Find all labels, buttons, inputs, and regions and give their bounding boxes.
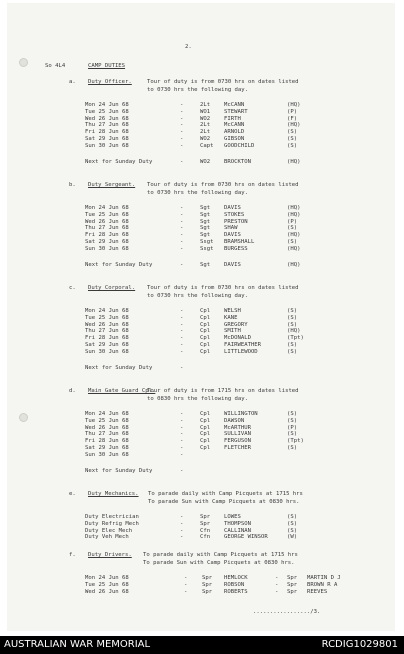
continuation-marker: ................./3. [253,609,321,615]
row-rank: Sgt [200,205,211,211]
footer-reference: RCDIG1029801 [321,639,398,650]
section-description: Tour of duty is from 0730 hrs on dates listed [147,79,299,85]
row-unit: (HQ) [287,232,301,239]
row-date: Sat 29 Jun 68 [85,136,129,142]
row-unit: (HQ) [287,102,301,108]
row-date: Tue 25 Jun 68 [85,211,129,218]
row-name: DAWSON [224,417,245,424]
row-name: FIRTH [224,115,241,122]
row-date: Sun 30 Jun 68 [85,245,129,252]
row-date: Duty Elec Mech [85,527,133,534]
row-rank: Spr [200,520,211,527]
row-date: Tue 25 Jun 68 [85,417,129,424]
row-name: MARTIN D J [307,575,341,581]
row-rank: 2Lt [200,122,211,129]
row-date: Duty Veh Mech [85,534,129,541]
row-unit: (S) [287,342,298,348]
row-dash: - [180,514,184,520]
row-unit: (S) [287,520,298,527]
row-name: SHAW [224,225,238,232]
row-unit: (S) [287,308,298,314]
section-letter: e. [69,491,76,497]
row-rank: Sgt [200,225,211,232]
row-dash: - [180,445,184,451]
row-dash: - [180,122,184,129]
row-rank: Cfn [200,534,211,541]
row-date: Fri 28 Jun 68 [85,129,129,136]
section-description: to 0730 hrs the following day. [147,87,249,93]
row-rank: Cpl [200,445,211,451]
next-sunday-label: Next for Sunday Duty [85,158,153,165]
section-description: to 0730 hrs the following day. [147,190,249,196]
row-name: HEMLOCK [224,575,248,581]
row-name: ROBSON [224,581,245,588]
row-name: REEVES [307,588,328,595]
section-letter: a. [69,79,76,85]
row-name: GREGORY [224,321,248,328]
row-dash: - [180,364,184,371]
row-name: STOKES [224,211,245,218]
row-unit: (Tpt) [287,438,304,445]
row-dash: - [180,142,184,149]
row-date: Sat 29 Jun 68 [85,239,129,245]
row-rank: Cpl [200,348,211,355]
row-rank: 2Lt [200,129,211,136]
row-rank: WO2 [200,158,211,165]
row-unit: (W) [287,534,298,541]
section-title: Duty Mechanics. [88,491,139,497]
row-date: Mon 24 Jun 68 [85,575,129,581]
row-date: Mon 24 Jun 68 [85,205,129,211]
row-unit: (F) [287,115,298,122]
document-page [7,3,395,631]
row-date: Fri 28 Jun 68 [85,438,129,445]
section-letter: b. [69,182,76,188]
section-description: Tour of duty is from 0730 hrs on dates listed [147,285,299,291]
row-dash: - [180,211,184,218]
row-name: PRESTON [224,218,248,225]
row-name: STEWART [224,108,248,115]
row-name: THOMPSON [224,520,251,527]
row-date: Fri 28 Jun 68 [85,232,129,239]
row-rank: Cpl [200,328,211,335]
row-dash: - [180,467,184,474]
row-unit: (HQ) [287,211,301,218]
row-rank: Spr [287,581,298,588]
row-dash: - [275,581,279,588]
row-rank: WO1 [200,108,211,115]
row-name: FAIRWEATHER [224,342,262,348]
row-name: BRAMSHALL [224,239,255,245]
row-date: Sat 29 Jun 68 [85,342,129,348]
row-rank: Spr [200,514,211,520]
row-rank: 2Lt [200,102,211,108]
row-dash: - [180,335,184,342]
row-dash: - [180,232,184,239]
row-unit: (S) [287,136,298,142]
row-rank: Cpl [200,431,211,438]
row-dash: - [180,438,184,445]
row-dash: - [180,225,184,232]
row-name: FERGUSON [224,438,251,445]
page-number: 2. [185,44,192,50]
row-unit: (S) [287,239,298,245]
row-name: McARTHUR [224,424,251,431]
row-rank: Cpl [200,342,211,348]
row-name: DAVIS [224,232,241,239]
row-date: Mon 24 Jun 68 [85,308,129,314]
next-sunday-label: Next for Sunday Duty [85,467,153,474]
row-name: BURGESS [224,245,248,252]
row-name: WELSH [224,308,241,314]
row-name: GEORGE WINSOR [224,534,268,541]
row-rank: Spr [287,588,298,595]
row-dash: - [180,314,184,321]
row-dash: - [180,108,184,115]
section-description: to 0730 hrs the following day. [147,293,249,299]
row-date: Wed 26 Jun 68 [85,588,129,595]
row-name: ARNOLD [224,129,245,136]
row-date: Wed 26 Jun 68 [85,424,129,431]
row-name: SMITH [224,328,241,335]
row-dash: - [275,575,279,581]
row-dash: - [180,348,184,355]
row-unit: (S) [287,445,298,451]
row-name: CALLINAN [224,527,251,534]
row-name: BROCKTON [224,158,251,165]
section-title: Duty Corporal. [88,285,136,291]
row-unit: (P) [287,108,298,115]
row-dash: - [180,527,184,534]
row-unit: (P) [287,218,298,225]
row-dash: - [180,239,184,245]
main-heading: CAMP DUTIES [88,63,126,69]
row-dash: - [180,328,184,335]
row-dash: - [275,588,279,595]
row-rank: Cpl [200,308,211,314]
row-date: Tue 25 Jun 68 [85,581,129,588]
document-reference: So 4L4 [45,63,66,69]
row-name: BROWN R A [307,581,338,588]
row-unit: (S) [287,411,298,417]
row-dash: - [180,245,184,252]
row-dash: - [184,581,188,588]
row-rank: Ssgt [200,245,214,252]
row-unit: (HQ) [287,205,301,211]
row-dash: - [180,158,184,165]
next-sunday-label: Next for Sunday Duty [85,261,153,268]
row-date: Thu 27 Jun 68 [85,431,129,438]
row-dash: - [180,451,184,458]
row-name: KANE [224,314,238,321]
section-description: Tour of duty is from 1715 hrs on dates listed [147,388,299,394]
row-rank: Spr [202,581,213,588]
row-date: Fri 28 Jun 68 [85,335,129,342]
row-date: Sun 30 Jun 68 [85,451,129,458]
row-unit: (S) [287,314,298,321]
row-date: Thu 27 Jun 68 [85,328,129,335]
section-letter: c. [69,285,76,291]
row-unit: (S) [287,225,298,232]
row-rank: Capt [200,142,214,149]
row-date: Wed 26 Jun 68 [85,321,129,328]
row-dash: - [180,129,184,136]
row-rank: Cpl [200,417,211,424]
row-date: Mon 24 Jun 68 [85,102,129,108]
row-dash: - [184,575,188,581]
row-unit: (S) [287,514,298,520]
row-unit: (S) [287,348,298,355]
row-unit: (HQ) [287,122,301,129]
row-rank: Cpl [200,314,211,321]
row-date: Thu 27 Jun 68 [85,122,129,129]
row-name: SULLIVAN [224,431,251,438]
row-dash: - [180,102,184,108]
row-name: GOODCHILD [224,142,255,149]
row-name: McCANN [224,102,245,108]
row-dash: - [180,261,184,268]
row-dash: - [180,321,184,328]
next-sunday-label: Next for Sunday Duty [85,364,153,371]
row-rank: Sgt [200,261,211,268]
row-unit: (S) [287,129,298,136]
row-dash: - [180,431,184,438]
row-date: Sat 29 Jun 68 [85,445,129,451]
row-rank: Spr [287,575,298,581]
row-unit: (Tpt) [287,335,304,342]
row-rank: WO2 [200,136,211,142]
section-title: Duty Officer. [88,79,132,85]
row-name: GIBSON [224,136,245,142]
row-dash: - [180,342,184,348]
punch-hole [19,58,28,67]
row-dash: - [180,424,184,431]
row-unit: (S) [287,527,298,534]
punch-hole [19,413,28,422]
row-unit: (S) [287,431,298,438]
section-description: to 0830 hrs the following day. [147,396,249,402]
row-dash: - [184,588,188,595]
row-dash: - [180,411,184,417]
row-unit: (S) [287,321,298,328]
section-title: Main Gate Guard Cpl. [88,388,156,394]
row-rank: Sgt [200,232,211,239]
section-letter: d. [69,388,76,394]
section-description: Tour of duty is from 0730 hrs on dates listed [147,182,299,188]
row-date: Wed 26 Jun 68 [85,115,129,122]
row-rank: Cfn [200,527,211,534]
row-dash: - [180,115,184,122]
archive-footer-bar [0,636,404,654]
row-unit: (HQ) [287,261,301,268]
section-description: To parade Sun with Camp Picquets at 0830 hrs. [148,499,300,505]
row-date: Duty Electrician [85,514,139,520]
row-date: Wed 26 Jun 68 [85,218,129,225]
row-date: Thu 27 Jun 68 [85,225,129,232]
section-title: Duty Sergeant. [88,182,136,188]
row-rank: Spr [202,588,213,595]
row-name: DAVIS [224,261,241,268]
row-rank: Cpl [200,335,211,342]
row-dash: - [180,136,184,142]
row-date: Duty Refrig Mech [85,520,139,527]
row-unit: (HQ) [287,158,301,165]
row-date: Tue 25 Jun 68 [85,108,129,115]
row-unit: (HQ) [287,328,301,335]
row-dash: - [180,417,184,424]
section-description: To parade daily with Camp Picquets at 1715 hrs [148,491,303,497]
row-dash: - [180,520,184,527]
row-name: ROBERTS [224,588,248,595]
row-name: LITTLEWOOD [224,348,258,355]
row-rank: Cpl [200,424,211,431]
row-rank: WO2 [200,115,211,122]
row-name: McDONALD [224,335,251,342]
row-rank: Sgt [200,211,211,218]
section-letter: f. [69,552,76,558]
row-rank: Spr [202,575,213,581]
section-description: To parade Sun with Camp Picquets at 0830 hrs. [143,560,295,566]
row-dash: - [180,205,184,211]
row-dash: - [180,308,184,314]
section-title: Duty Drivers. [88,552,132,558]
row-unit: (S) [287,417,298,424]
row-rank: Cpl [200,411,211,417]
row-unit: (P) [287,424,298,431]
row-date: Tue 25 Jun 68 [85,314,129,321]
section-description: To parade daily with Camp Picquets at 1715 hrs [143,552,298,558]
row-unit: (S) [287,142,298,149]
row-rank: Ssgt [200,239,214,245]
footer-source: AUSTRALIAN WAR MEMORIAL [4,639,151,650]
row-dash: - [180,534,184,541]
row-dash: - [180,218,184,225]
row-rank: Cpl [200,321,211,328]
row-date: Sun 30 Jun 68 [85,348,129,355]
row-name: WILLINGTON [224,411,258,417]
row-unit: (HQ) [287,245,301,252]
row-name: DAVIS [224,205,241,211]
row-name: LOWES [224,514,241,520]
row-name: FLETCHER [224,445,251,451]
row-name: McCANN [224,122,245,129]
row-date: Mon 24 Jun 68 [85,411,129,417]
row-rank: Cpl [200,438,211,445]
row-rank: Sgt [200,218,211,225]
row-date: Sun 30 Jun 68 [85,142,129,149]
